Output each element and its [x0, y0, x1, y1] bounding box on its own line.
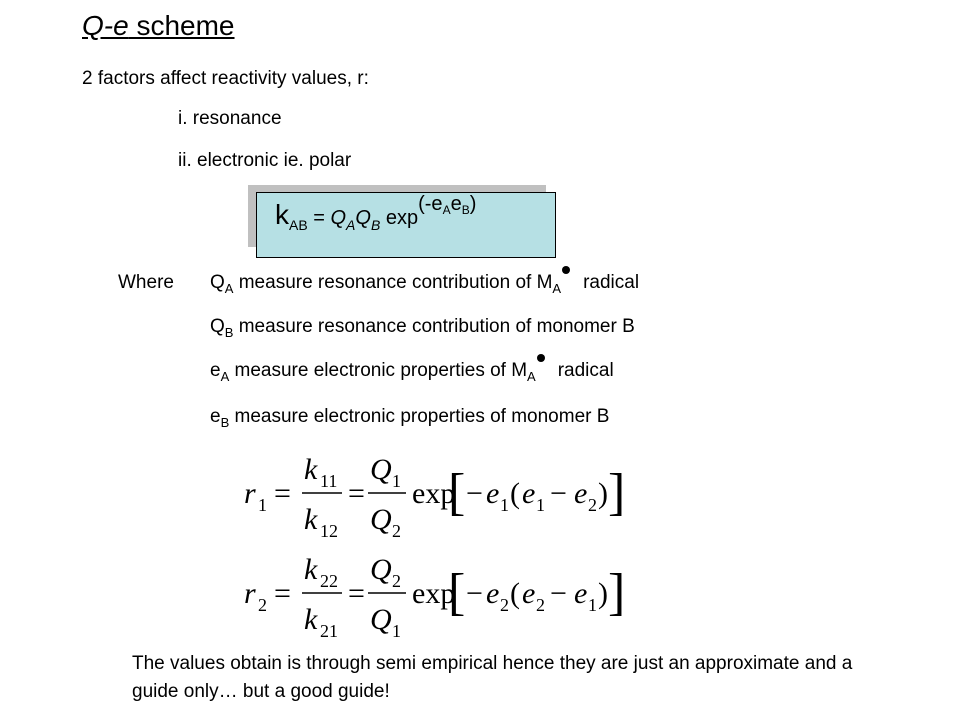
eq-frac2-num-sub: 2 — [392, 571, 401, 591]
equation-r1 — [244, 445, 624, 553]
footer-note: The values obtain is through semi empirical hence they are just an approximate and a guide only… but a good guide! — [132, 653, 853, 702]
def-symbol-sub: B — [220, 415, 230, 430]
eq-left-bracket: [ — [448, 564, 466, 621]
intro-text: 2 factors affect reactivity values, r: — [82, 68, 369, 89]
eq-open-paren: ( — [510, 477, 520, 510]
definition-qa — [210, 272, 639, 296]
def-symbol: Q — [210, 272, 225, 293]
eq-equals-1: = — [274, 477, 291, 510]
def-tail-sub: A — [527, 369, 536, 384]
def-text: measure resonance contribution of monomer B — [233, 316, 635, 337]
formula-qb: Q — [355, 207, 371, 229]
eq-lhs-sub: 1 — [258, 495, 267, 515]
def-suffix: radical — [557, 360, 614, 381]
def-text: measure electronic properties of monomer B — [229, 406, 610, 427]
radical-dot-icon — [562, 266, 570, 274]
eq-frac1-num: k — [304, 453, 318, 486]
formula-exp: exp — [380, 207, 419, 229]
eq-equals-1: = — [274, 577, 291, 610]
equation-r2 — [244, 545, 624, 653]
eq-frac2-den-sub: 1 — [392, 621, 401, 641]
eq-b: e — [574, 577, 588, 610]
eq-b-sub: 2 — [588, 495, 597, 515]
eq-lhs: r — [244, 577, 256, 610]
def-suffix: radical — [583, 272, 640, 293]
def-symbol-sub: A — [220, 369, 230, 384]
def-tail-sub: A — [552, 281, 562, 296]
exponent-eb-sub: B — [461, 203, 470, 217]
formula-kab — [275, 193, 477, 233]
eq-a: e — [522, 577, 536, 610]
factor-item-resonance: i. resonance — [178, 108, 282, 129]
eq-inner-e-sub: 1 — [500, 495, 509, 515]
definition-eb — [210, 406, 609, 430]
def-symbol-sub: A — [224, 281, 234, 296]
eq-frac1-den: k — [304, 603, 318, 636]
eq-inner-e-sub: 2 — [500, 595, 509, 615]
eq-lhs-sub: 2 — [258, 595, 267, 615]
def-symbol-sub: B — [224, 325, 234, 340]
eq-lhs: r — [244, 477, 256, 510]
eq-frac2-den-sub: 2 — [392, 521, 401, 541]
eq-equals-2: = — [348, 477, 365, 510]
eq-minus: − — [466, 477, 483, 510]
eq-frac1-den-sub: 21 — [320, 621, 338, 641]
formula-k: k — [275, 199, 289, 230]
eq-left-bracket: [ — [448, 464, 466, 521]
eq-right-bracket: ] — [608, 564, 626, 621]
def-symbol: e — [210, 360, 221, 381]
eq-frac1-num: k — [304, 553, 318, 586]
eq-a: e — [522, 477, 536, 510]
eq-minus-2: − — [550, 477, 567, 510]
eq-exp: exp — [412, 577, 456, 610]
eq-open-paren: ( — [510, 577, 520, 610]
def-text: measure resonance contribution of M — [233, 272, 553, 293]
formula-box — [256, 192, 556, 258]
definition-ea — [210, 360, 614, 384]
eq-close-paren: ) — [598, 577, 608, 610]
radical-dot-icon — [537, 354, 545, 362]
eq-minus: − — [466, 577, 483, 610]
eq-b: e — [574, 477, 588, 510]
eq-a-sub: 1 — [536, 495, 545, 515]
eq-frac1-den-sub: 12 — [320, 521, 338, 541]
eq-frac1-num-sub: 11 — [320, 471, 338, 491]
title-rest: scheme — [128, 10, 235, 41]
exponent-e: e — [450, 193, 462, 215]
eq-inner-e: e — [486, 477, 500, 510]
formula-qa: Q — [330, 207, 347, 229]
definition-qb — [210, 316, 635, 340]
def-text: measure electronic properties of M — [229, 360, 528, 381]
eq-frac2-den: Q — [370, 503, 392, 536]
eq-frac2-num-sub: 1 — [392, 471, 401, 491]
eq-inner-e: e — [486, 577, 500, 610]
eq-exp: exp — [412, 477, 456, 510]
formula-qb-sub: B — [370, 217, 381, 233]
factor-item-electronic: ii. electronic ie. polar — [178, 150, 352, 171]
eq-frac1-num-sub: 22 — [320, 571, 338, 591]
exponent-ea-sub: A — [442, 203, 451, 217]
formula-qa-sub: A — [346, 217, 356, 233]
eq-frac2-num: Q — [370, 453, 392, 486]
formula-equals: = — [307, 207, 331, 229]
def-symbol: Q — [210, 316, 225, 337]
eq-equals-2: = — [348, 577, 365, 610]
where-label: Where — [118, 272, 174, 293]
eq-minus-2: − — [550, 577, 567, 610]
page-title — [82, 10, 235, 42]
eq-close-paren: ) — [598, 477, 608, 510]
eq-right-bracket: ] — [608, 464, 626, 521]
exponent-open: (-e — [418, 193, 443, 215]
exponent-close: ) — [469, 193, 477, 215]
eq-b-sub: 1 — [588, 595, 597, 615]
eq-a-sub: 2 — [536, 595, 545, 615]
eq-frac2-num: Q — [370, 553, 392, 586]
title-italic: Q-e — [82, 10, 129, 41]
def-symbol: e — [210, 406, 221, 427]
formula-k-sub: AB — [289, 217, 308, 233]
eq-frac2-den: Q — [370, 603, 392, 636]
eq-frac1-den: k — [304, 503, 318, 536]
formula-exponent — [418, 193, 476, 215]
